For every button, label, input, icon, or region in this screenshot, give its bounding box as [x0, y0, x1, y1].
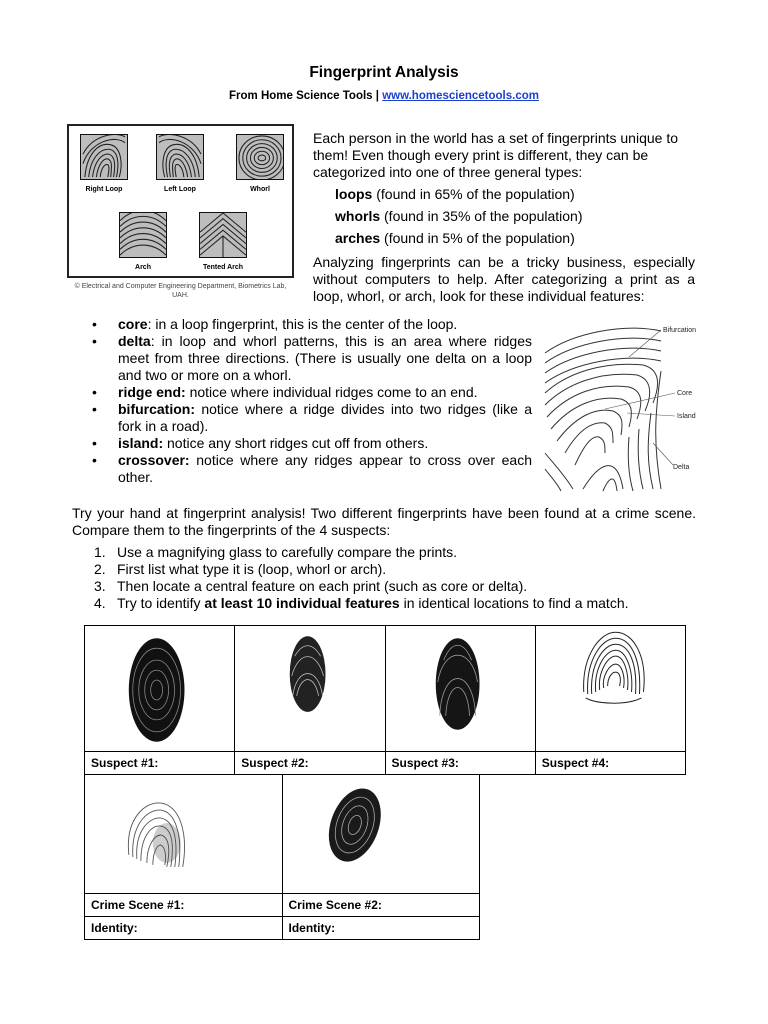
crime-scene-2-print-cell — [282, 775, 480, 894]
feature-desc: in loop and whorl patterns, this is an area where ridges meet from three directions. (There is usually one delta on a loop and two or more on a whorl. — [118, 333, 532, 383]
crime-scene-1-fingerprint — [85, 775, 282, 893]
suspect-2-fingerprint — [235, 626, 384, 751]
arch-label: Arch — [135, 264, 151, 271]
suspect-3-fingerprint — [386, 626, 535, 751]
intro-text: Each person in the world has a set of fingerprints unique to them! Even though every print is different, they can be categorized into one of three general types: — [313, 130, 678, 180]
intro-paragraph — [313, 130, 699, 247]
tented-arch-label: Tented Arch — [202, 264, 244, 271]
list-item — [90, 401, 532, 435]
activity-intro: Try your hand at fingerprint analysis! Two different fingerprints have been found at a crime scene. Compare them to the fingerprints of the 4 suspects: — [72, 505, 696, 538]
step-number: 3. — [94, 578, 106, 594]
suspect-1-label: Suspect #1: — [85, 752, 235, 775]
step-text: Use a magnifying glass to carefully compare the prints. — [117, 544, 458, 560]
island-label: Island — [677, 413, 696, 420]
page-title: Fingerprint Analysis — [309, 64, 459, 81]
feature-desc: notice where individual ridges come to an end. — [189, 384, 478, 400]
suspect-3-print-cell — [385, 626, 535, 752]
analysis-paragraph: Analyzing fingerprints can be a tricky business, especially without computers to help. After categorizing a print as a loop, whorl, or arch, look for these individual features: — [313, 254, 695, 304]
list-item — [94, 595, 629, 612]
type-name: loops — [335, 186, 373, 202]
suspect-2-label: Suspect #2: — [235, 752, 385, 775]
arch-print — [119, 212, 167, 258]
feature-term: bifurcation: — [118, 401, 195, 417]
list-item — [94, 544, 629, 561]
suspect-4-print-cell — [535, 626, 685, 752]
whorl-print — [236, 134, 284, 180]
crime-scene-2-identity[interactable]: Identity: — [282, 917, 480, 940]
page-subtitle — [0, 90, 768, 102]
step-number: 4. — [94, 595, 106, 611]
step-number: 2. — [94, 561, 106, 577]
type-arches — [313, 230, 699, 247]
left-loop-label: Left Loop — [164, 186, 196, 193]
type-desc: (found in 65% of the population) — [372, 186, 575, 202]
features-list — [90, 316, 532, 486]
suspect-4-fingerprint — [536, 626, 685, 751]
suspect-2-print-cell — [235, 626, 385, 752]
subtitle-source: From Home Science Tools | — [229, 90, 383, 102]
step-text-bold: at least 10 individual features — [204, 595, 400, 611]
crime-scene-2-fingerprint — [283, 775, 480, 893]
list-item — [90, 452, 532, 486]
core-label: Core — [677, 390, 693, 397]
step-text: First list what type it is (loop, whorl or arch). — [117, 561, 387, 577]
suspect-4-label: Suspect #4: — [535, 752, 685, 775]
figure-credit: © Electrical and Computer Engineering Department, Biometrics Lab, UAH. — [74, 283, 287, 299]
right-loop-label: Right Loop — [85, 186, 123, 193]
left-loop-print — [156, 134, 204, 180]
step-text: Then locate a central feature on each print (such as core or delta). — [117, 578, 528, 594]
feature-sep: : — [150, 333, 162, 349]
feature-desc: in a loop fingerprint, this is the center of the loop. — [155, 316, 458, 332]
feature-term: crossover: — [118, 452, 190, 468]
feature-desc: notice any short ridges cut off from others. — [167, 435, 429, 451]
delta-label: Delta — [673, 464, 690, 471]
right-loop-print — [80, 134, 128, 180]
type-desc: (found in 35% of the population) — [380, 208, 583, 224]
type-desc: (found in 5% of the population) — [380, 230, 575, 246]
fingerprint-types-figure — [67, 124, 294, 278]
steps-list — [94, 544, 629, 612]
suspect-1-print-cell — [85, 626, 235, 752]
list-item — [90, 316, 532, 333]
crime-scene-1-print-cell — [85, 775, 283, 894]
crime-scene-2-label: Crime Scene #2: — [282, 894, 480, 917]
suspects-table — [84, 625, 686, 775]
crime-scene-1-identity[interactable]: Identity: — [85, 917, 283, 940]
type-loops — [313, 186, 699, 203]
list-item — [90, 333, 532, 384]
feature-term: delta — [118, 333, 151, 349]
website-link[interactable]: www.homesciencetools.com — [382, 90, 539, 102]
feature-desc: notice where any ridges appear to cross over each other. — [118, 452, 532, 485]
feature-desc: notice where a ridge divides into two ridges (like a fork in a road). — [118, 401, 533, 434]
step-number: 1. — [94, 544, 106, 560]
bifurcation-label: Bifurcation — [663, 327, 697, 334]
list-item — [90, 384, 532, 401]
crime-scene-table — [84, 774, 480, 940]
annotated-fingerprint-figure — [543, 313, 703, 493]
suspect-3-label: Suspect #3: — [385, 752, 535, 775]
list-item — [94, 561, 629, 578]
feature-term: ridge end: — [118, 384, 186, 400]
list-item — [90, 435, 532, 452]
step-text-suffix: in identical locations to find a match. — [399, 595, 629, 611]
feature-term: island: — [118, 435, 164, 451]
crime-scene-1-label: Crime Scene #1: — [85, 894, 283, 917]
tented-arch-print — [199, 212, 247, 258]
feature-term: core — [118, 316, 148, 332]
type-whorls — [313, 208, 699, 225]
step-text-prefix: Try to identify — [117, 595, 205, 611]
type-name: arches — [335, 230, 381, 246]
whorl-label: Whorl — [250, 186, 270, 193]
suspect-1-fingerprint — [85, 626, 234, 751]
list-item — [94, 578, 629, 595]
type-name: whorls — [335, 208, 381, 224]
feature-sep: : — [147, 316, 156, 332]
